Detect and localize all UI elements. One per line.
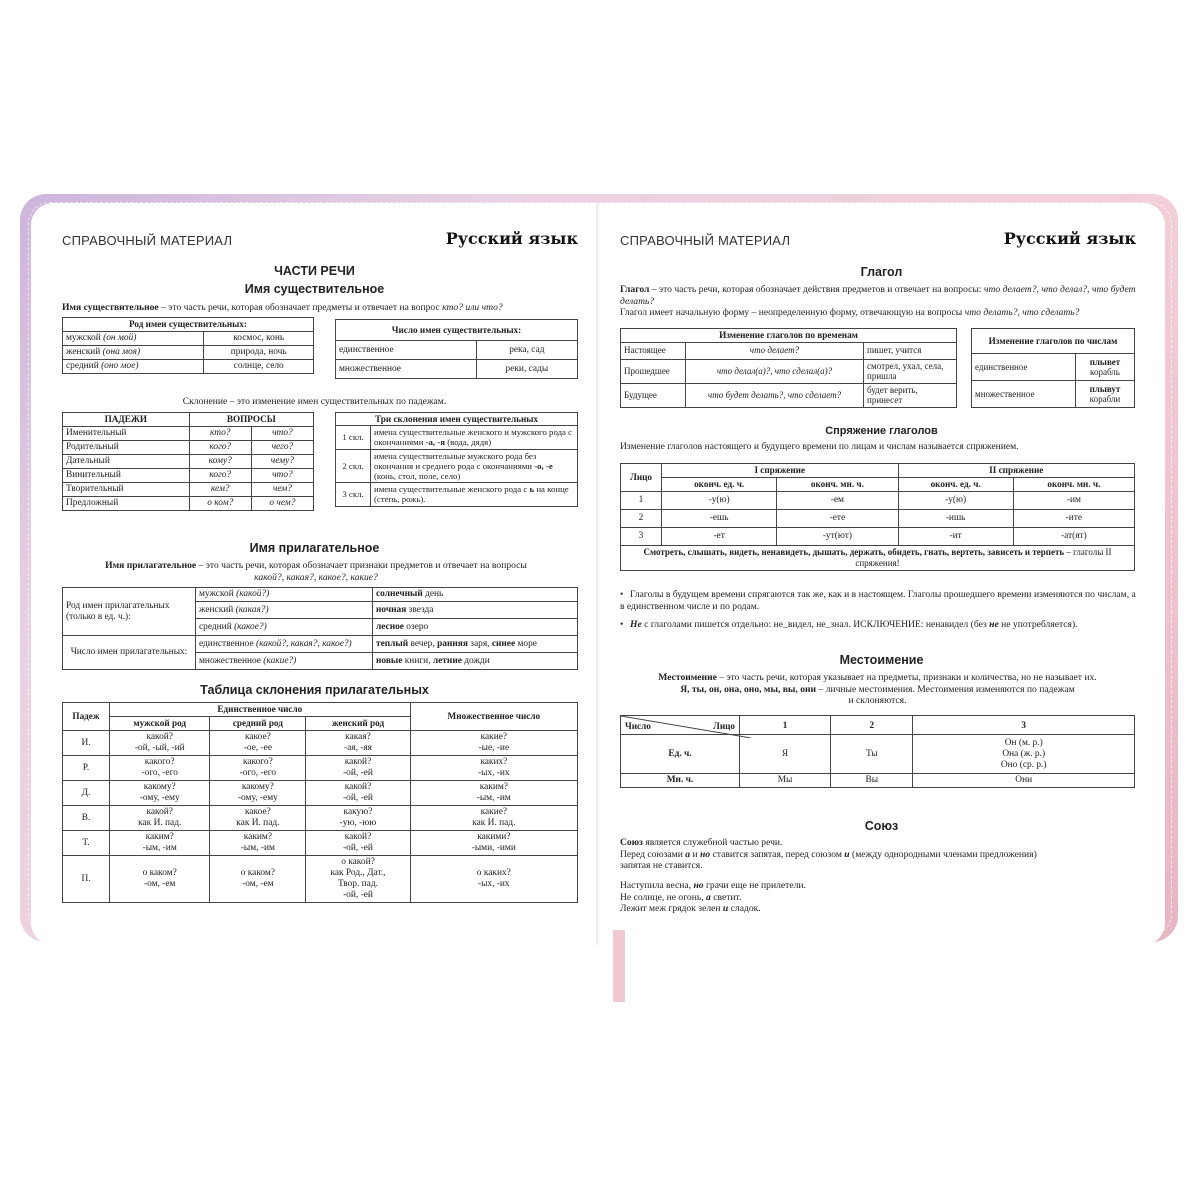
right-header-title: Русский язык [1003, 229, 1136, 248]
table-row: Прошедшее что делал(а)?, что сделал(а)? смотрел, ухал, села, пришла [621, 359, 957, 383]
pronoun-table-corner: Число Лицо [621, 716, 740, 735]
cases-table: ПАДЕЖИ ВОПРОСЫ Именительный кто? что? Родительный кого? чего? Дательный кому? чему? Винительный кого? что? Творительный кем? чем? Предложный о ком? о чем? [62, 412, 314, 511]
noun-number-table: Число имен существительных: единственное река, сад множественное реки, сады [335, 319, 578, 379]
verb-heading: Глагол [860, 265, 903, 279]
table-row: единственное плывет корабль [972, 354, 1135, 381]
table-row [63, 781, 578, 806]
table-row: множественное плывут корабли [972, 381, 1135, 408]
ending-cell: какому? -ому, -ему [110, 781, 210, 806]
noun-heading: Имя существительное [244, 282, 385, 296]
ending-cell: какое? как И. пад. [210, 806, 306, 831]
ending-cell: какую? -ую, -юю [306, 806, 410, 831]
case-cell: Р. [63, 756, 110, 781]
table-row: Мн. ч. Мы Вы Они [621, 774, 1135, 788]
left-page [31, 203, 598, 945]
table-row [63, 806, 578, 831]
table-row: Творительный кем? чем? [63, 483, 314, 497]
adjective-declension-title: Таблица склонения прилагательных [200, 683, 429, 697]
ending-cell: каких? -ых, -их [410, 756, 577, 781]
case-cell: Т. [63, 831, 110, 856]
right-page [598, 203, 1165, 945]
ending-cell: о какой? как Род., Дат., Твор. пад. -ой, -ей [306, 856, 410, 903]
table-row [63, 731, 578, 756]
table-row: мужской (он мой) космос, конь [63, 332, 314, 346]
ending-cell: какого? -ого, -его [110, 756, 210, 781]
left-header-title: Русский язык [445, 229, 578, 248]
ending-cell: какого? -ого, -его [210, 756, 306, 781]
noun-definition: Имя существительное – это часть речи, которая обозначает предметы и отвечает на вопрос кто? или что? [62, 302, 503, 313]
adjective-declension-table: Падеж Единственное число Множественное число мужской род средний род женский род И. какой? -ой, -ый, -ий какое? -ое, -ее какая? -ая, -яя какие? -ые, -ие Р. какого? -ого, -его какого? -ого, -его какой? -ой, -ей каких? -ых, -их Д. какому? -ому, -ему какому? -ому, -ему какой? -ой, -ей каким? -ым, -им В. какой? как И. пад. какое? как И. пад. какую? -ую, -юю какие? как И. пад. Т. каким? -ым, -им каким? -ым, -им какой? -ой, -ей какими? -ыми, -ими П. о каком? -ом, -ем о каком? -ом, -ем о какой? как Род., Дат., Твор. пад. -ой, -ей о каких? -ых, -их [62, 702, 578, 903]
adjective-heading: Имя прилагательное [249, 541, 380, 555]
table-row: Смотреть, слышать, видеть, ненавидеть, дышать, держать, обидеть, гнать, вертеть, зависеть и терпеть – глаголы II спряжения! [621, 546, 1135, 571]
ending-cell: какими? -ыми, -ими [410, 831, 577, 856]
ending-cell: какие? как И. пад. [410, 806, 577, 831]
table-row: множественное (какие?) новые книги, летние дожди [63, 653, 578, 670]
verb-note-ne: • Не с глаголами пишется отдельно: не_видел, не_знал. ИСКЛЮЧЕНИЕ: ненавидел (без не не употребляется). [620, 619, 1078, 630]
verb-note-future: • Глаголы в будущем времени спрягаются так же, как и в настоящем. Глаголы прошедшего времени изменяются по числам, а в единственном числе и по родам. [620, 589, 1136, 612]
verb-tense-table: Изменение глаголов по временам Настоящее что делает? пишет, учится Прошедшее что делал(а)?, что сделал(а)? смотрел, ухал, села, пришла Будущее что будет делать?, что сделает? будет верить, принесет [620, 328, 957, 408]
book-gutter [596, 203, 600, 945]
ending-cell: какому? -ому, -ему [210, 781, 306, 806]
case-cell: В. [63, 806, 110, 831]
conjunction-examples: Наступила весна, но грачи еще не прилетели. Не солнце, не огонь, а светит. Лежит меж грядок зелен и сладок. [620, 880, 806, 914]
parts-of-speech-title: ЧАСТИ РЕЧИ [274, 264, 355, 278]
declension-definition: Склонение – это изменение имен существительных по падежам. [182, 396, 447, 407]
right-header-section: СПРАВОЧНЫЙ МАТЕРИАЛ [620, 233, 791, 248]
table-row: 2 -ешь -ете -ишь -ите [621, 510, 1135, 528]
pronoun-table: Число Лицо 1 2 3 Ед. ч. Я Ты Он (м. р.) Она (ж. р.) Оно (ср. р.) Мн. ч. Мы Вы Они [620, 715, 1135, 788]
ending-cell: какое? -ое, -ее [210, 731, 306, 756]
ending-cell: каким? -ым, -им [110, 831, 210, 856]
table-row: Предложный о ком? о чем? [63, 497, 314, 511]
verb-number-table: Изменение глаголов по числам единственное плывет корабль множественное плывут корабли [971, 328, 1135, 408]
case-cell: П. [63, 856, 110, 903]
table-row: 3 скл. имена существительные женского рода с ь на конце (степь, рожь). [336, 483, 578, 506]
table-row: Настоящее что делает? пишет, учится [621, 342, 957, 359]
table-row: множественное реки, сады [336, 360, 578, 379]
ending-cell: какой? -ой, -ый, -ий [110, 731, 210, 756]
table-row: 1 скл. имена существительные женского и мужского рода с окончаниями -а, -я (вода, дядя) [336, 426, 578, 449]
ending-cell: какой? -ой, -ей [306, 831, 410, 856]
conjunction-heading: Союз [864, 819, 899, 833]
table-row: 3 -ет -ут(ют) -ит -ат(ят) [621, 528, 1135, 546]
case-cell: Д. [63, 781, 110, 806]
case-cell: И. [63, 731, 110, 756]
ending-cell: какой? -ой, -ей [306, 781, 410, 806]
pronoun-heading: Местоимение [839, 653, 924, 667]
table-row: 2 скл. имена существительные мужского рода без окончания и среднего рода с окончаниями -о, -е (конь, стол, поле, село) [336, 449, 578, 483]
ending-cell: каким? -ым, -им [210, 831, 306, 856]
noun-gender-table: Род имен существительных: мужской (он мой) космос, конь женский (она моя) природа, ночь средний (оно мое) солнце, село [62, 317, 314, 374]
verb-definition: Глагол – это часть речи, которая обозначает действия предметов и отвечает на вопросы: что делает?, что делал?, что будет делать? Глагол имеет начальную форму – неопределенную форму, отвечающую на вопросы что делать?, что сделать? [620, 284, 1136, 318]
conjugation-definition: Изменение глаголов настоящего и будущего времени по лицам и числам называется спряжением. [620, 441, 1019, 452]
bookmark-ribbon[interactable] [613, 930, 625, 1002]
table-row [63, 856, 578, 903]
table-row: Родительный кого? чего? [63, 441, 314, 455]
ending-cell: о каких? -ых, -их [410, 856, 577, 903]
table-row [63, 831, 578, 856]
table-row: женский (какая?) ночная звезда [63, 602, 578, 619]
conjugation-heading: Спряжение глаголов [825, 425, 938, 437]
table-row: Именительный кто? что? [63, 427, 314, 441]
table-row: Ед. ч. Я Ты Он (м. р.) Она (ж. р.) Оно (ср. р.) [621, 735, 1135, 774]
table-row: единственное река, сад [336, 341, 578, 360]
three-declensions-table: Три склонения имен существительных 1 скл. имена существительные женского и мужского рода с окончаниями -а, -я (вода, дядя) 2 скл. имена существительные мужского рода без окончания и среднего рода с окончаниями -о, -е (конь, стол, поле, село) 3 скл. имена существительные женского рода с ь на конце (степь, рожь). [335, 412, 578, 507]
table-row: 1 -у(ю) -ем -у(ю) -им [621, 492, 1135, 510]
table-row: Число имен прилагательных: единственное (какой?, какая?, какое?) теплый вечер, ранняя заря, синее море [63, 636, 578, 653]
table-row: Дательный кому? чему? [63, 455, 314, 469]
ending-cell: какие? -ые, -ие [410, 731, 577, 756]
ending-cell: какая? -ая, -яя [306, 731, 410, 756]
table-row: средний (оно мое) солнце, село [63, 360, 314, 374]
ending-cell: о каком? -ом, -ем [210, 856, 306, 903]
ending-cell: какой? как И. пад. [110, 806, 210, 831]
table-row [63, 756, 578, 781]
table-row: Винительный кого? что? [63, 469, 314, 483]
pronoun-definition: Местоимение – это часть речи, которая указывает на предметы, признаки и количества, но не называет их. Я, ты, он, она, оно, мы, вы, они – личные местоимения. Местоимения изменяются по падежам и склоняются. [658, 672, 1097, 706]
ending-cell: каким? -ым, -им [410, 781, 577, 806]
left-header-section: СПРАВОЧНЫЙ МАТЕРИАЛ [62, 233, 233, 248]
table-row: Род имен прилагательных (только в ед. ч.): мужской (какой?) солнечный день [63, 588, 578, 602]
conjugation-table: Лицо I спряжение II спряжение оконч. ед. ч. оконч. мн. ч. оконч. ед. ч. оконч. мн. ч. 1 -у(ю) -ем -у(ю) -им 2 -ешь -ете -ишь -ите 3 -ет -ут(ют) -ит -ат(ят) Смотреть, слышать, видеть, ненавидеть, дышать, держать, обидеть, гнать, вертеть, зависеть и терпеть – глаголы II спряжения! [620, 463, 1135, 571]
table-row: Будущее что будет делать?, что сделает? будет верить, принесет [621, 383, 957, 407]
adjective-definition: Имя прилагательное – это часть речи, которая обозначает признаки предметов и отвечает на вопросы какой?, какая?, какое?, какие? [105, 560, 527, 583]
ending-cell: о каком? -ом, -ем [110, 856, 210, 903]
table-row: средний (какое?) лесное озеро [63, 619, 578, 636]
conjunction-definition: Союз является служебной частью речи. Перед союзами а и но ставится запятая, перед союзом и (между однородными членами предложения) запятая не ставится. [620, 837, 1037, 871]
table-row: женский (она моя) природа, ночь [63, 346, 314, 360]
ending-cell: какой? -ой, -ей [306, 756, 410, 781]
adjective-gender-number-table [62, 587, 578, 670]
